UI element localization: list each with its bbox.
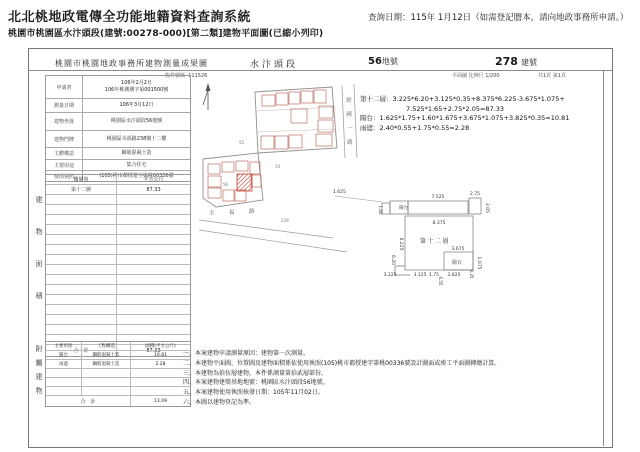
area-formulas — [360, 95, 569, 133]
building-number-value: 278 — [495, 55, 518, 68]
dim-label: 7.525 — [431, 195, 445, 200]
lower-block-parcels — [208, 161, 261, 201]
dim-label: 2.05 — [484, 202, 489, 214]
side-label-char: 積 — [35, 292, 43, 300]
land-number — [368, 56, 398, 67]
side-label-char: 附 — [35, 345, 43, 353]
floor-area-table — [45, 174, 191, 357]
floor-label: 第十二層 — [419, 238, 451, 245]
floor-plan-drawing — [330, 184, 605, 306]
table-row: 申請書 106年2月2日 106年桃測測字第001500號 — [46, 76, 190, 99]
street-name-char: 一 — [347, 126, 353, 132]
formula-line: 7.525*1.65+2.75*2.05=87.33 — [406, 104, 505, 113]
dim-label: 3.125 — [413, 273, 427, 278]
parcel-number: 56 — [223, 182, 229, 187]
dim-label: 0.55 — [438, 276, 443, 286]
table-header-row: 樓層別 平方公尺 — [46, 175, 190, 185]
notes-list — [183, 349, 500, 408]
balcony-label: 陽台 — [399, 206, 408, 211]
dim-label: 3.825 — [447, 273, 461, 278]
sheet-top-divider — [28, 70, 612, 71]
dim-label: 3.675 — [451, 247, 465, 252]
dim-label: 2.75 — [469, 192, 481, 197]
table-total-row: 合 計 13.09 — [46, 396, 190, 406]
note-item: 四、本案建物建築基地地號：桃園區水汴頭段56地號。 — [183, 379, 329, 387]
formula-line: 陽台：1.625*1.75+1.60*1.675+3.675*1.075+3.825*0.35=10.81 — [360, 114, 570, 122]
parcel-number: 14 — [275, 164, 281, 169]
dim-label: 3.225 — [383, 273, 397, 278]
parcel-number: 239 — [281, 218, 289, 223]
dim-label: 8.375 — [432, 221, 446, 226]
table-total-row: 合 計 87.33 — [46, 345, 190, 356]
building-info-table — [45, 75, 191, 182]
building-number — [495, 55, 537, 68]
street-name-char: 經 — [346, 98, 352, 104]
note-item: 五、本案建物使用執照核發日期：105年11月02日。 — [183, 389, 324, 397]
street-name-char: 國 — [346, 112, 352, 118]
formula-line: 第十二層：3.225*6.20+3.125*0.35+8.375*6.225-3.675*1.075+ — [360, 95, 565, 103]
table-header-row: 主要用途 工程構造 面積(平方公尺) — [46, 342, 190, 351]
side-label-char: 面 — [35, 260, 43, 268]
subject-parcel-hatched — [237, 174, 252, 191]
land-section-name: 水汴頭段 — [250, 60, 299, 70]
note-item: 三、本建物為拾伍層建物，本件係測量第拾貳層部份。 — [183, 369, 328, 377]
north-arrow-icon — [203, 83, 211, 110]
street-name-char: 福 — [229, 210, 235, 216]
street-name-char: 幸 — [209, 211, 215, 217]
document-title: 桃園市桃園區水汴頭段(建號:00278-000)[第二類]建物平面圖(已縮小列印) — [8, 29, 324, 39]
dim-label: 6.20 — [390, 254, 395, 266]
dim-label: 1.60 — [378, 205, 383, 215]
dim-label: 1.75 — [428, 273, 440, 278]
side-label-char: 屬 — [35, 359, 43, 367]
parcel-number: 55 — [239, 140, 245, 145]
side-label-char: 建 — [35, 196, 43, 204]
note-item: 六、本圖以建物登記為準。 — [183, 398, 256, 406]
side-label-char: 建 — [35, 373, 43, 381]
scale-info: 平面圖 比例尺 1/200 — [452, 73, 500, 79]
dim-label: 6.225 — [398, 237, 403, 251]
table-row: 建物坐落 桃園區水汴頭段56地號 — [46, 113, 190, 131]
dim-label: 1.075 — [476, 256, 481, 270]
formula-line: 雨遮：2.40*0.55+1.75*0.55=2.28 — [360, 123, 470, 132]
street-name-char: 路 — [249, 209, 255, 215]
balcony-label: 陽台 — [451, 260, 463, 266]
note-item: 一、本案建物申請測量原因：建物第一次測量。 — [183, 350, 310, 357]
receipt-number: 收件號碼 111526 — [165, 73, 208, 79]
system-title: 北北桃地政電傳全功能地籍資料查詢系統 — [8, 10, 252, 25]
table-row: 測量日期 106年3月12日 — [46, 99, 190, 113]
dim-label: 1.625 — [333, 190, 346, 195]
upper-block-parcels — [261, 90, 333, 149]
table-row: 建物門牌 桃園區幸福路238號十二樓 — [46, 131, 190, 148]
land-number-value: 56 — [368, 56, 382, 67]
side-label-char: 物 — [35, 387, 43, 395]
note-item: 二、本建物平面圖、位置圖及建物面積係依使用執照(105)桃市都授建字第桃00336號設計圖面或竣工平面圖轉繪計算。 — [183, 359, 501, 367]
table-row: 陽台 鋼筋混凝土造 10.81 — [46, 351, 190, 360]
land-number-suffix: 地號 — [381, 57, 398, 66]
side-label-char: 物 — [35, 228, 43, 236]
lower-block-outline — [203, 153, 263, 207]
table-row: 使用執照 (105)桃市都授建字第桃00336號 — [46, 171, 190, 181]
annex-building-table — [45, 341, 191, 407]
table-row: 第十二層 87.33 — [46, 185, 190, 195]
survey-sheet-title: 桃園市桃園地政事務所建物測量成果圖 — [55, 59, 208, 68]
table-row: 雨遮 鋼筋混凝土造 2.28 — [46, 360, 190, 369]
query-date: 查詢日期：115年 1月12日（如需登記謄本，請向地政事務所申請。） — [368, 13, 629, 23]
street-name-char: 路 — [347, 140, 353, 146]
building-number-suffix: 建號 — [520, 58, 537, 67]
table-row: 主要用途 集合住宅 — [46, 160, 190, 171]
page-info: 共1頁 第1頁 — [538, 73, 566, 79]
dim-label: 0.35 — [469, 269, 474, 279]
table-row: 主體構造 鋼筋混凝土造 — [46, 148, 190, 160]
